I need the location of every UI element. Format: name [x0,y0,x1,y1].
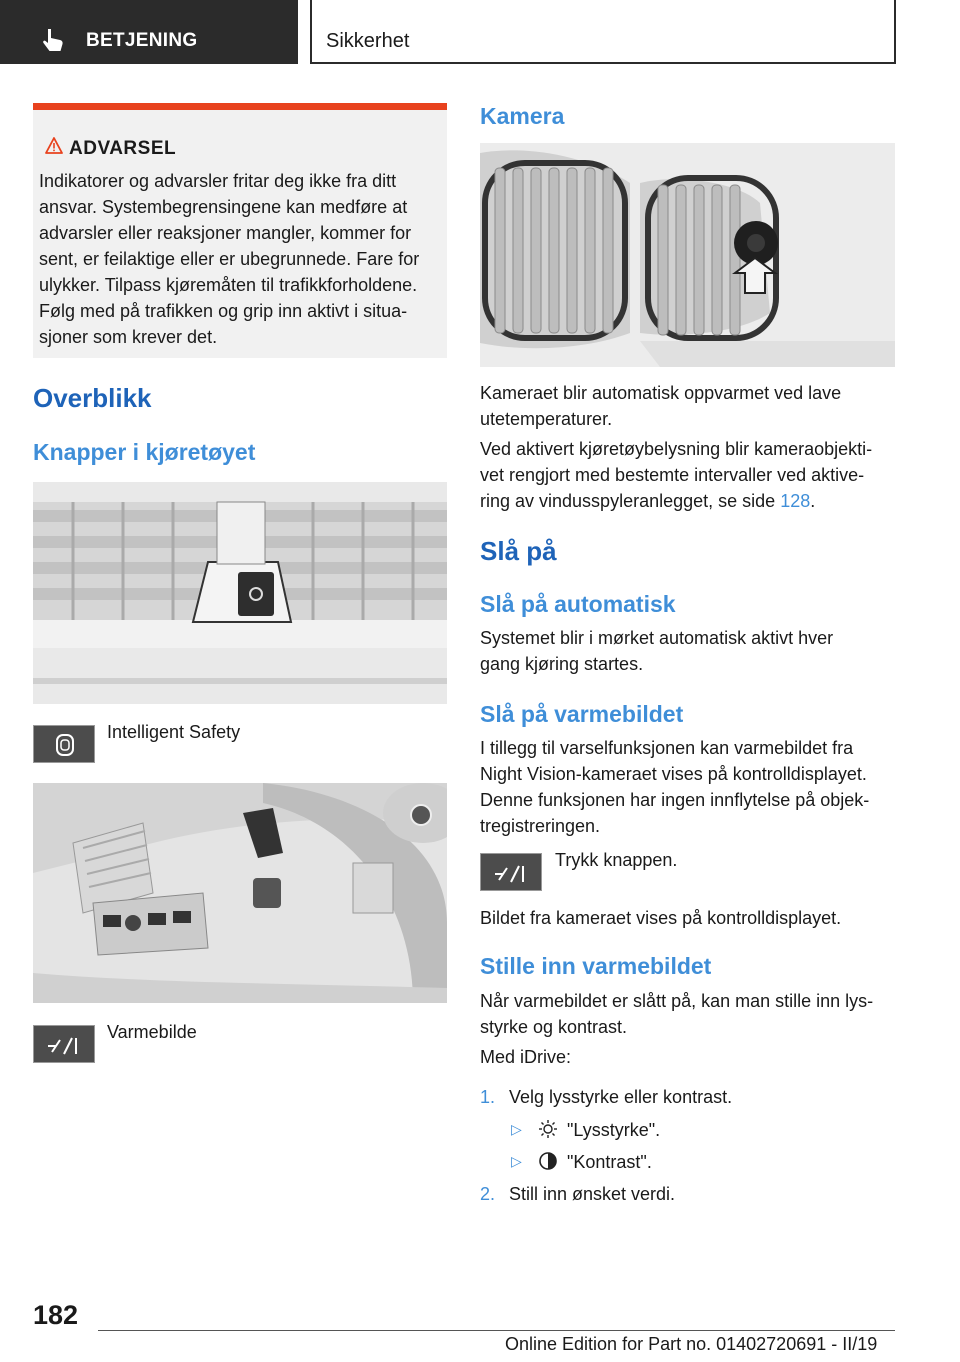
page-link-128[interactable]: 128 [780,491,811,511]
warning-triangle-icon [45,137,63,154]
option-brightness: "Lysstyrke". [567,1120,661,1140]
warning-text: Indikatorer og advarsler fritar deg ikke fra ditt ansvar. Systembegrensingene kan medføre at advarsler eller reaksjoner mangler, kommer for sent, er feilaktige eller er ubegrunnede. Fare for ulykker. Tilpass kjøremåten til trafikkforholdene. Følg med på trafikken og grip inn aktivt i situa- sjoner som krever det. [39,171,420,347]
adjust-thermal-heading: Stille inn varmebildet [480,953,712,979]
adjust-thermal-text: Når varmebildet er slått på, kan man stille inn lys- styrke og kontrast. [480,991,874,1037]
idrive-text: Med iDrive: [480,1047,572,1067]
thermal-view-button-icon [33,1025,95,1063]
footer-edition: Online Edition for Part no. 01402720691 - II/19 [505,1334,878,1354]
camera-paragraph-1: Kameraet blir automatisk oppvarmet ved lave utetemperaturer. [480,383,842,429]
step-number: 2. [480,1184,496,1204]
hand-pointer-icon [40,27,66,53]
step-text: Still inn ønsket verdi. [509,1184,676,1204]
thermal-button-icon [480,853,542,891]
page-number: 182 [33,1300,79,1330]
dashboard-photo [33,783,447,1003]
switch-on-heading: Slå på [480,536,557,566]
camera-heading: Kamera [480,103,565,129]
warning-box [33,103,447,358]
bullet-triangle-icon: ▷ [511,1153,522,1169]
bullet-triangle-icon: ▷ [511,1121,522,1137]
auto-on-heading: Slå på automatisk [480,591,676,617]
step-text: Velg lysstyrke eller kontrast. [509,1087,733,1107]
thermal-view-label: Varmebilde [107,1022,197,1042]
buttons-heading: Knapper i kjøretøyet [33,439,256,465]
step-number: 1. [480,1087,496,1107]
camera-location-photo [480,143,895,367]
thermal-on-text: I tillegg til varselfunksjonen kan varmebildet fra Night Vision-kameraet vises på kontrolldisplayet. Denne funksjonen har ingen innflytelse på objek- tregistreringen. [480,738,870,836]
overview-heading: Overblikk [33,383,152,413]
press-button-text: Trykk knappen. [555,850,678,870]
chapter-header [310,0,896,64]
option-contrast: "Kontrast". [567,1152,652,1172]
contrast-icon [538,1151,558,1171]
camera-paragraph-2: Ved aktivert kjøretøybelysning blir kameraobjekti- vet rengjort med bestemte intervaller ved aktive- ring av vindusspyleranlegget, se side 128. [480,439,873,511]
auto-on-text: Systemet blir i mørket automatisk aktivt hver gang kjøring startes. [480,628,834,674]
image-shown-text: Bildet fra kameraet vises på kontrolldisplayet. [480,908,842,928]
grille-buttons-photo [33,482,447,704]
footer-divider [98,1330,895,1331]
chapter-title: Sikkerhet [326,30,410,52]
sun-icon [538,1119,558,1139]
thermal-on-heading: Slå på varmebildet [480,701,684,727]
warning-title: ADVARSEL [69,138,177,159]
intelligent-safety-button-icon [33,725,95,763]
section-title: BETJENING [86,30,198,51]
section-tab [0,0,298,64]
intelligent-safety-label: Intelligent Safety [107,722,241,742]
